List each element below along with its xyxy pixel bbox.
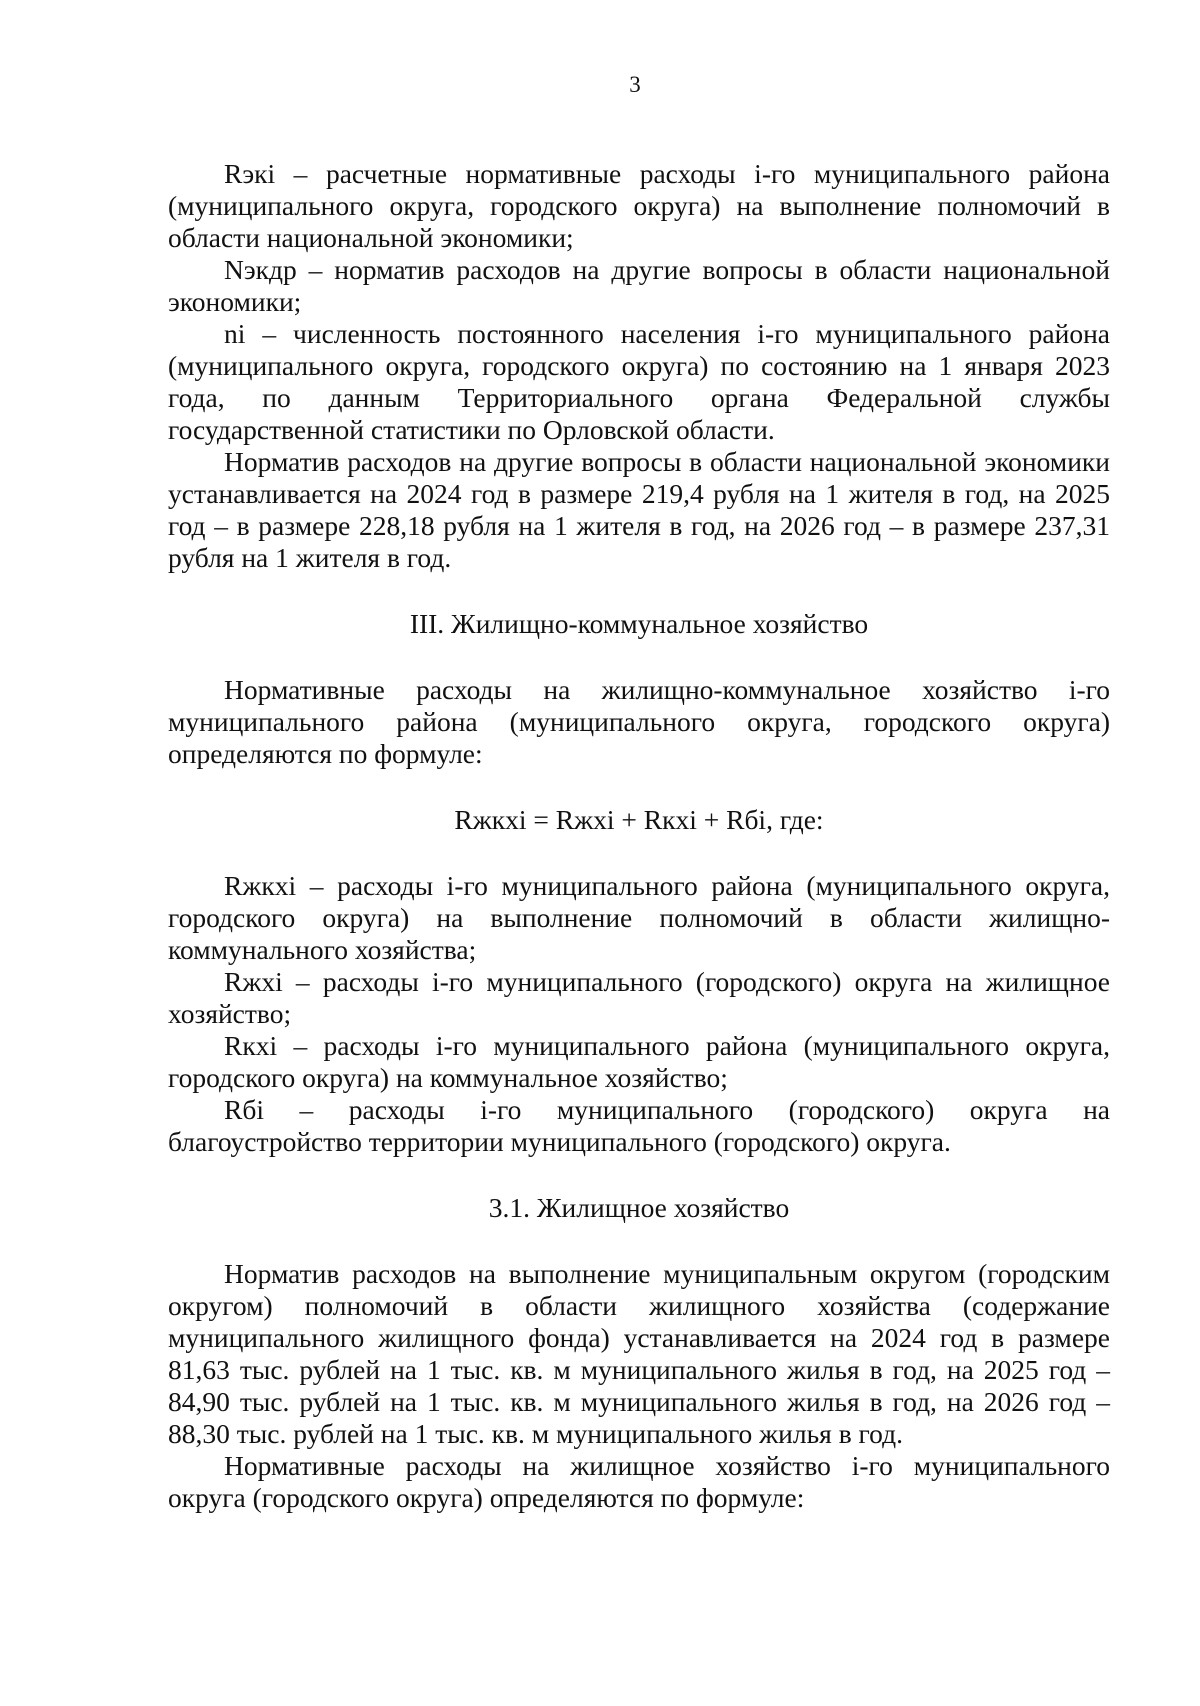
definition-paragraph: Nэкдр – норматив расходов на другие вопросы в области национальной экономики;: [168, 254, 1110, 317]
definition-paragraph: Rбi – расходы i-го муниципального (городского) округа на благоустройство территории муниципального (городского) округа.: [168, 1094, 1110, 1157]
formula: Rжкхi = Rжхi + Rкхi + Rбi, где:: [454, 804, 824, 835]
definition-paragraph: Rжхi – расходы i-го муниципального (городского) округа на жилищное хозяйство;: [168, 966, 1110, 1029]
definition-paragraph: Rэкi – расчетные нормативные расходы i-го муниципального района (муниципального округа, городского округа) на выполнение полномочий в области национальной экономики;: [168, 158, 1110, 253]
section-heading: III. Жилищно-коммунальное хозяйство: [409, 608, 869, 639]
document-body: [168, 158, 1110, 1514]
body-paragraph: Норматив расходов на выполнение муниципальным округом (городским округом) полномочий в области жилищного хозяйства (содержание муниципального жилищного фонда) устанавливается на 2024 год в размере 81,63 тыс. рублей на 1 тыс. кв. м муниципального жилья в год, на 2025 год – 84,90 тыс. рублей на 1 тыс. кв. м муниципального жилья в год, на 2026 год – 88,30 тыс. рублей на 1 тыс. кв. м муниципального жилья в год.: [168, 1258, 1110, 1449]
definition-paragraph: Rкхi – расходы i-го муниципального района (муниципального округа, городского округа) на коммунальное хозяйство;: [168, 1030, 1110, 1093]
page-number: 3: [629, 72, 641, 97]
body-paragraph: Норматив расходов на другие вопросы в области национальной экономики устанавливается на 2024 год в размере 219,4 рубля на 1 жителя в год, на 2025 год – в размере 228,18 рубля на 1 жителя в год, на 2026 год – в размере 237,31 рубля на 1 жителя в год.: [168, 446, 1110, 573]
body-paragraph: Нормативные расходы на жилищно-коммунальное хозяйство i-го муниципального района (муниципального округа, городского округа) определяются по формуле:: [168, 674, 1110, 769]
subsection-heading: 3.1. Жилищное хозяйство: [488, 1192, 790, 1223]
definition-paragraph: Rжкхi – расходы i-го муниципального района (муниципального округа, городского округа) на выполнение полномочий в области жилищно-коммунального хозяйства;: [168, 870, 1110, 965]
definition-paragraph: ni – численность постоянного населения i-го муниципального района (муниципального округа, городского округа) по состоянию на 1 января 2023 года, по данным Территориального органа Федеральной службы государственной статистики по Орловской области.: [168, 318, 1110, 445]
body-paragraph: Нормативные расходы на жилищное хозяйство i-го муниципального округа (городского округа) определяются по формуле:: [168, 1450, 1110, 1513]
